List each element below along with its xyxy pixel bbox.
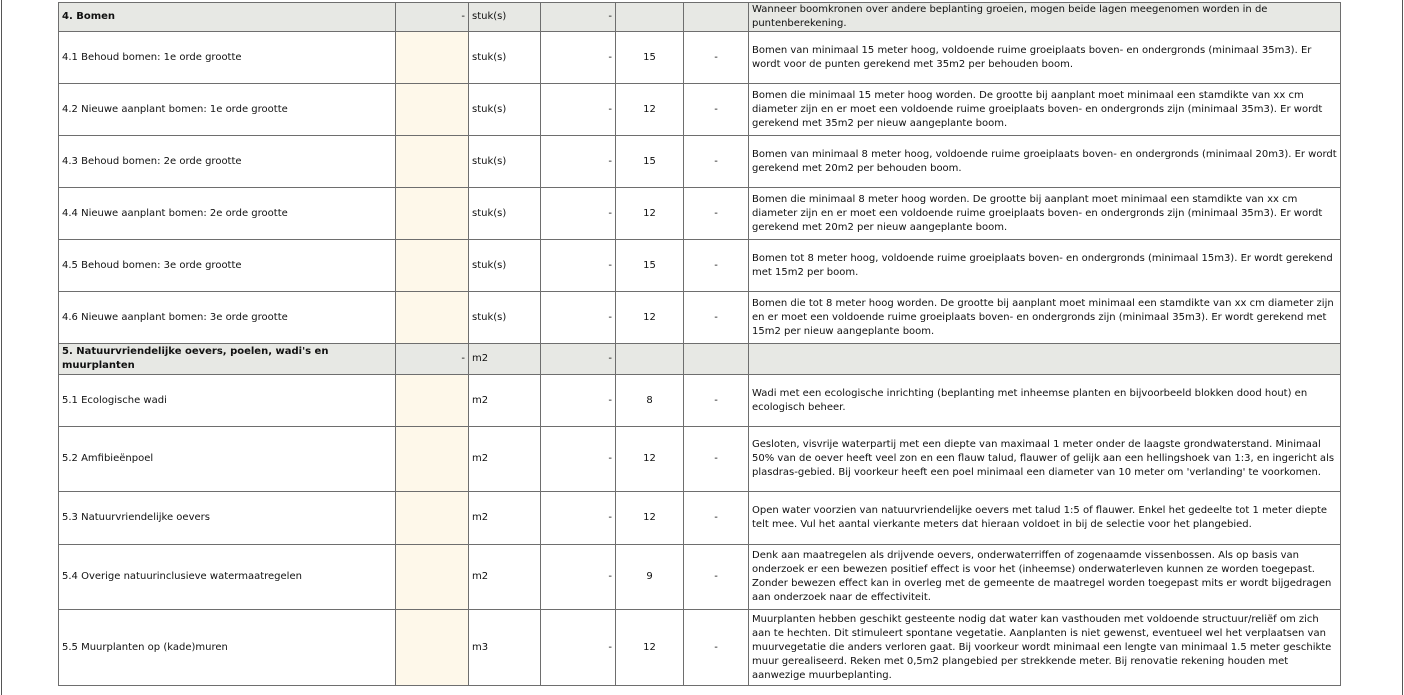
- row-value-cell: -: [541, 492, 616, 545]
- row-points-cell: 12: [616, 427, 684, 492]
- row-points-cell: 8: [616, 375, 684, 427]
- row-extra-cell: -: [684, 545, 749, 610]
- row-name-cell[interactable]: 5. Natuurvriendelijke oevers, poelen, wadi's en muurplanten: [59, 344, 396, 375]
- table-row: [59, 427, 1341, 492]
- row-input-cell[interactable]: [396, 610, 469, 686]
- row-unit-cell: stuk(s): [469, 3, 541, 32]
- section-row: [59, 344, 1341, 375]
- row-value-cell: -: [541, 545, 616, 610]
- row-points-cell: [616, 344, 684, 375]
- row-value-cell: -: [541, 427, 616, 492]
- row-points-cell: 15: [616, 240, 684, 292]
- row-points-cell: 12: [616, 84, 684, 136]
- row-points-cell: 12: [616, 610, 684, 686]
- table-row: [59, 188, 1341, 240]
- row-value-cell: -: [541, 136, 616, 188]
- row-input-cell[interactable]: [396, 136, 469, 188]
- row-unit-cell: m2: [469, 375, 541, 427]
- row-points-cell: [616, 3, 684, 32]
- row-description-cell: Bomen tot 8 meter hoog, voldoende ruime groeiplaats boven- en ondergronds (minimaal 15m3). Er wordt gerekend met 15m2 per boom.: [749, 240, 1341, 292]
- row-extra-cell: -: [684, 375, 749, 427]
- section-row: [59, 3, 1341, 32]
- table-row: [59, 240, 1341, 292]
- table-row: [59, 492, 1341, 545]
- row-description-cell: Open water voorzien van natuurvriendelijke oevers met talud 1:5 of flauwer. Enkel het gedeelte tot 1 meter diepte telt mee. Vul het aantal vierkante meters dat hieraan voldoet in bij de selectie voor het plangebied.: [749, 492, 1341, 545]
- row-unit-cell: m3: [469, 610, 541, 686]
- row-description-cell: Wadi met een ecologische inrichting (beplanting met inheemse planten en bijvoorbeeld blokken dood hout) en ecologisch beheer.: [749, 375, 1341, 427]
- row-extra-cell: -: [684, 240, 749, 292]
- row-name-cell[interactable]: 4.5 Behoud bomen: 3e orde grootte: [59, 240, 396, 292]
- row-input-cell[interactable]: [396, 427, 469, 492]
- table-row: [59, 136, 1341, 188]
- row-unit-cell: m2: [469, 344, 541, 375]
- row-value-cell: -: [541, 32, 616, 84]
- row-input-cell[interactable]: [396, 32, 469, 84]
- row-value-cell: -: [541, 3, 616, 32]
- row-unit-cell: m2: [469, 492, 541, 545]
- row-value-cell: -: [541, 344, 616, 375]
- row-description-cell: Bomen die minimaal 8 meter hoog worden. De grootte bij aanplant moet minimaal een stamdikte van xx cm diameter zijn en er moet een voldoende ruime groeiplaats boven- en ondergronds zijn (minimaal 35m3). Er wordt gerekend met 20m2 per nieuw aangeplante boom.: [749, 188, 1341, 240]
- table-row: [59, 32, 1341, 84]
- row-name-cell[interactable]: 4.1 Behoud bomen: 1e orde grootte: [59, 32, 396, 84]
- row-description-cell: Bomen die minimaal 15 meter hoog worden. De grootte bij aanplant moet minimaal een stamdikte van xx cm diameter zijn en er moet een voldoende ruime groeiplaats boven- en ondergronds zijn (minimaal 35m3). Er wordt gerekend met 35m2 per nieuw aangeplante boom.: [749, 84, 1341, 136]
- row-name-cell[interactable]: 5.3 Natuurvriendelijke oevers: [59, 492, 396, 545]
- row-value-cell: -: [541, 240, 616, 292]
- row-description-cell: [749, 344, 1341, 375]
- table-row: [59, 545, 1341, 610]
- table-row: [59, 292, 1341, 344]
- row-unit-cell: stuk(s): [469, 84, 541, 136]
- row-description-cell: Denk aan maatregelen als drijvende oevers, onderwaterriffen of zogenaamde vissenbossen. Als op basis van onderzoek er een bewezen positief effect is voor het (inheemse) onderwaterleven kunnen ze worden toegepast. Zonder bewezen effect kan in overleg met de gemeente de maatregel worden toegepast mits er wordt bijgedragen aan onderzoek naar de effectiviteit.: [749, 545, 1341, 610]
- page-left-edge: [1, 0, 2, 695]
- row-unit-cell: stuk(s): [469, 32, 541, 84]
- row-unit-cell: m2: [469, 545, 541, 610]
- row-unit-cell: stuk(s): [469, 240, 541, 292]
- row-value-cell: -: [541, 375, 616, 427]
- row-extra-cell: -: [684, 188, 749, 240]
- row-name-cell[interactable]: 4. Bomen: [59, 3, 396, 32]
- row-input-cell[interactable]: [396, 240, 469, 292]
- row-input-cell[interactable]: [396, 84, 469, 136]
- row-name-cell[interactable]: 4.3 Behoud bomen: 2e orde grootte: [59, 136, 396, 188]
- row-unit-cell: stuk(s): [469, 292, 541, 344]
- row-name-cell[interactable]: 5.5 Muurplanten op (kade)muren: [59, 610, 396, 686]
- row-value-cell: -: [541, 84, 616, 136]
- row-name-cell[interactable]: 5.4 Overige natuurinclusieve watermaatregelen: [59, 545, 396, 610]
- row-description-cell: Bomen die tot 8 meter hoog worden. De grootte bij aanplant moet minimaal een stamdikte van xx cm diameter zijn en er moet een voldoende ruime groeiplaats boven- en ondergronds zijn (minimaal 35m3). Er wordt gerekend met 15m2 per nieuw aangeplante boom.: [749, 292, 1341, 344]
- table-row: [59, 610, 1341, 686]
- row-input-cell[interactable]: [396, 545, 469, 610]
- row-name-cell[interactable]: 5.1 Ecologische wadi: [59, 375, 396, 427]
- table-row: [59, 84, 1341, 136]
- row-name-cell[interactable]: 5.2 Amfibieënpoel: [59, 427, 396, 492]
- row-input-cell[interactable]: [396, 292, 469, 344]
- row-points-cell: 9: [616, 545, 684, 610]
- row-extra-cell: -: [684, 427, 749, 492]
- row-extra-cell: -: [684, 84, 749, 136]
- row-unit-cell: stuk(s): [469, 188, 541, 240]
- page-right-edge: [1402, 0, 1403, 695]
- row-name-cell[interactable]: 4.6 Nieuwe aanplant bomen: 3e orde grootte: [59, 292, 396, 344]
- table-row: [59, 375, 1341, 427]
- table-body: [59, 3, 1341, 686]
- row-description-cell: Wanneer boomkronen over andere beplanting groeien, mogen beide lagen meegenomen worden in de puntenberekening.: [749, 3, 1341, 32]
- row-value-cell: -: [541, 610, 616, 686]
- row-points-cell: 15: [616, 32, 684, 84]
- row-value-cell: -: [541, 188, 616, 240]
- row-name-cell[interactable]: 4.2 Nieuwe aanplant bomen: 1e orde grootte: [59, 84, 396, 136]
- points-table: [58, 2, 1341, 686]
- row-extra-cell: -: [684, 610, 749, 686]
- row-points-cell: 12: [616, 188, 684, 240]
- row-description-cell: Gesloten, visvrije waterpartij met een diepte van maximaal 1 meter onder de laagste grondwaterstand. Minimaal 50% van de oever heeft veel zon en een flauw talud, flauwer of gelijk aan een hellingshoek van 1:3, en ingericht als plasdras-gebied. Bij voorkeur heeft een poel minimaal een diameter van 10 meter om 'verlanding' te voorkomen.: [749, 427, 1341, 492]
- row-input-cell[interactable]: -: [396, 3, 469, 32]
- row-extra-cell: [684, 344, 749, 375]
- row-description-cell: Muurplanten hebben geschikt gesteente nodig dat water kan vasthouden met voldoende structuur/reliëf om zich aan te hechten. Dit stimuleert spontane vegetatie. Aanplanten is niet gewenst, eventueel wel het verplaatsen van muurvegetatie die anders verloren gaat. Bij voorkeur wordt minimaal een lengte van minimaal 1.5 meter geschikte muur gerealiseerd. Reken met 0,5m2 plangebied per strekkende meter. Bij renovatie rekening houden met aanwezige muurbeplanting.: [749, 610, 1341, 686]
- row-value-cell: -: [541, 292, 616, 344]
- row-input-cell[interactable]: [396, 188, 469, 240]
- row-name-cell[interactable]: 4.4 Nieuwe aanplant bomen: 2e orde grootte: [59, 188, 396, 240]
- row-points-cell: 12: [616, 292, 684, 344]
- row-extra-cell: -: [684, 492, 749, 545]
- row-input-cell[interactable]: [396, 492, 469, 545]
- row-description-cell: Bomen van minimaal 15 meter hoog, voldoende ruime groeiplaats boven- en ondergronds (minimaal 35m3). Er wordt voor de punten gerekend met 35m2 per behouden boom.: [749, 32, 1341, 84]
- row-description-cell: Bomen van minimaal 8 meter hoog, voldoende ruime groeiplaats boven- en ondergronds (minimaal 20m3). Er wordt gerekend met 20m2 per behouden boom.: [749, 136, 1341, 188]
- row-input-cell[interactable]: -: [396, 344, 469, 375]
- row-unit-cell: m2: [469, 427, 541, 492]
- row-points-cell: 15: [616, 136, 684, 188]
- row-extra-cell: -: [684, 292, 749, 344]
- row-input-cell[interactable]: [396, 375, 469, 427]
- row-extra-cell: -: [684, 136, 749, 188]
- row-unit-cell: stuk(s): [469, 136, 541, 188]
- row-extra-cell: -: [684, 32, 749, 84]
- row-extra-cell: [684, 3, 749, 32]
- row-points-cell: 12: [616, 492, 684, 545]
